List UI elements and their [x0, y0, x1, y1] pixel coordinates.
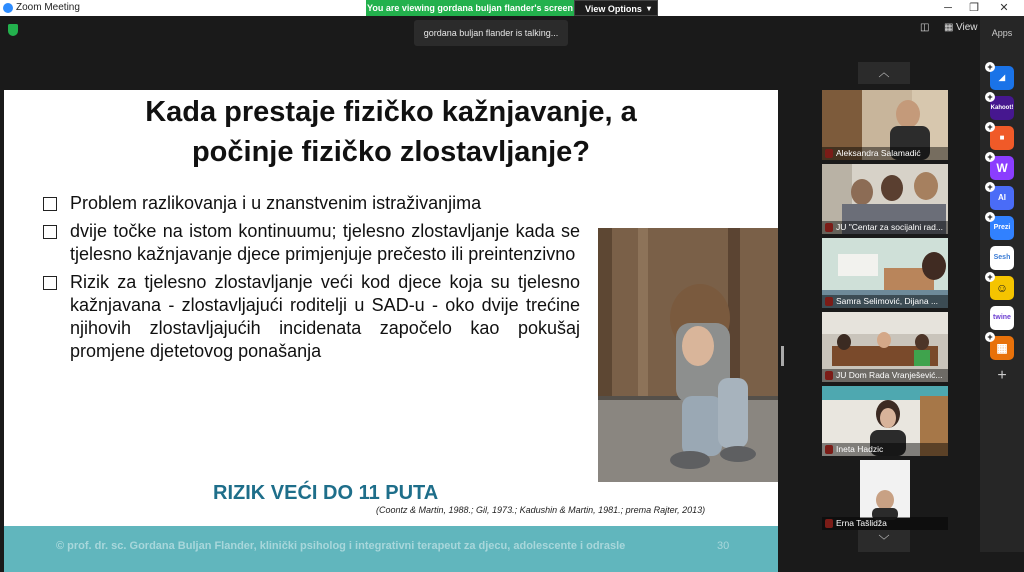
app-smile-icon[interactable]: + ☺ — [990, 276, 1014, 300]
slide-bullet-list — [40, 192, 580, 368]
participant-tile[interactable] — [822, 312, 948, 382]
close-button[interactable]: ✕ — [999, 2, 1009, 14]
app-canvas-icon[interactable]: + ▦ — [990, 336, 1014, 360]
slide-title-line1: Kada prestaje fizičko kažnjavanje, a — [145, 96, 637, 128]
app-sesh-icon[interactable]: Sesh — [990, 246, 1014, 270]
slide-title-line2: počinje fizičko zlostavljanje? — [191, 136, 591, 168]
window-title: Zoom Meeting — [16, 2, 80, 13]
apps-sidebar — [980, 16, 1024, 552]
participant-name: Ineta Hadzic — [822, 443, 948, 456]
immersive-icon[interactable]: ◫ — [920, 22, 930, 33]
app-ai-icon[interactable]: + AI — [990, 186, 1014, 210]
slide-citation: (Coontz & Martin, 1988.; Gil, 1973.; Kadushin & Martin, 1981.; prema Rajter, 2013) — [376, 505, 706, 515]
app-kahoot-icon[interactable]: + Kahoot! — [990, 96, 1014, 120]
panel-resize-handle[interactable] — [781, 346, 784, 366]
slide-title — [4, 90, 778, 172]
app-twine-icon[interactable]: twine — [990, 306, 1014, 330]
participant-tile[interactable] — [822, 386, 948, 456]
participant-gallery — [822, 62, 948, 552]
apps-header: Apps — [991, 28, 1013, 38]
app-miro-icon[interactable]: + ■ — [990, 126, 1014, 150]
app-pinpoint-icon[interactable]: + ◢ — [990, 66, 1014, 90]
participant-name: JU Dom Rada Vranješević... — [822, 369, 948, 382]
gallery-scroll-down-button[interactable]: ﹀ — [858, 530, 910, 552]
view-grid-icon[interactable]: ▦ — [944, 22, 954, 33]
slide-bullet: Problem razlikovanja i u znanstvenim istraživanjima — [40, 192, 580, 215]
slide-bullet: Rizik za tjelesno zlostavljanje veći kod djece koja su tjelesno kažnjavana - zlostavljajući roditelji u SAD-u - oko dvije trećine njihovih zlostavljajućih incidenata započelo kao pokušaj promjene djetetovog ponašanja — [40, 271, 580, 363]
participant-tile[interactable] — [822, 90, 948, 160]
security-shield-icon[interactable] — [8, 24, 18, 36]
participant-name: Erna Tašlidža — [822, 517, 948, 530]
slide-highlight: RIZIK VEĆI DO 11 PUTA — [213, 482, 439, 504]
app-prezi-icon[interactable]: + Prezi — [990, 216, 1014, 240]
slide-footer — [4, 526, 778, 572]
slide-bullet: dvije točke na istom kontinuumu; tjelesno zlostavljanje kada se tjelesno kažnjavanje djece primjenjuje prečesto ili preintenzivno — [40, 220, 580, 266]
slide-footer-text: © prof. dr. sc. Gordana Buljan Flander, klinički psiholog i integrativni terapeut za djecu, adolescente i odrasle — [56, 540, 626, 552]
chevron-down-icon: ▾ — [646, 4, 651, 13]
viewing-screen-message: You are viewing gordana buljan flander's screen — [366, 0, 574, 16]
view-options-label: View Options — [585, 4, 642, 14]
participant-name: Samra Selimović, Dijana ... — [822, 295, 948, 308]
participant-name: Aleksandra Salamadić — [822, 147, 948, 160]
meeting-top-strip — [0, 16, 980, 48]
crying-child-photo — [598, 228, 778, 482]
maximize-button[interactable]: ❐ — [969, 2, 979, 14]
app-wooclap-icon[interactable]: + W — [990, 156, 1014, 180]
add-app-button[interactable]: + — [997, 367, 1007, 384]
shared-slide — [4, 90, 778, 572]
participant-tile[interactable] — [822, 164, 948, 234]
active-speaker-banner: gordana buljan flander is talking... — [414, 20, 568, 46]
slide-page-number: 30 — [717, 540, 730, 552]
view-button-label[interactable]: View — [956, 22, 978, 33]
participant-name: JU "Centar za socijalni rad... — [822, 221, 948, 234]
participant-tile[interactable] — [822, 460, 948, 530]
minimize-button[interactable]: ─ — [944, 2, 952, 14]
view-options-button[interactable] — [574, 0, 658, 16]
gallery-scroll-up-button[interactable]: ︿ — [858, 62, 910, 84]
screen-share-bar — [366, 0, 658, 16]
participant-tile[interactable] — [822, 238, 948, 308]
zoom-logo-icon — [3, 3, 13, 13]
